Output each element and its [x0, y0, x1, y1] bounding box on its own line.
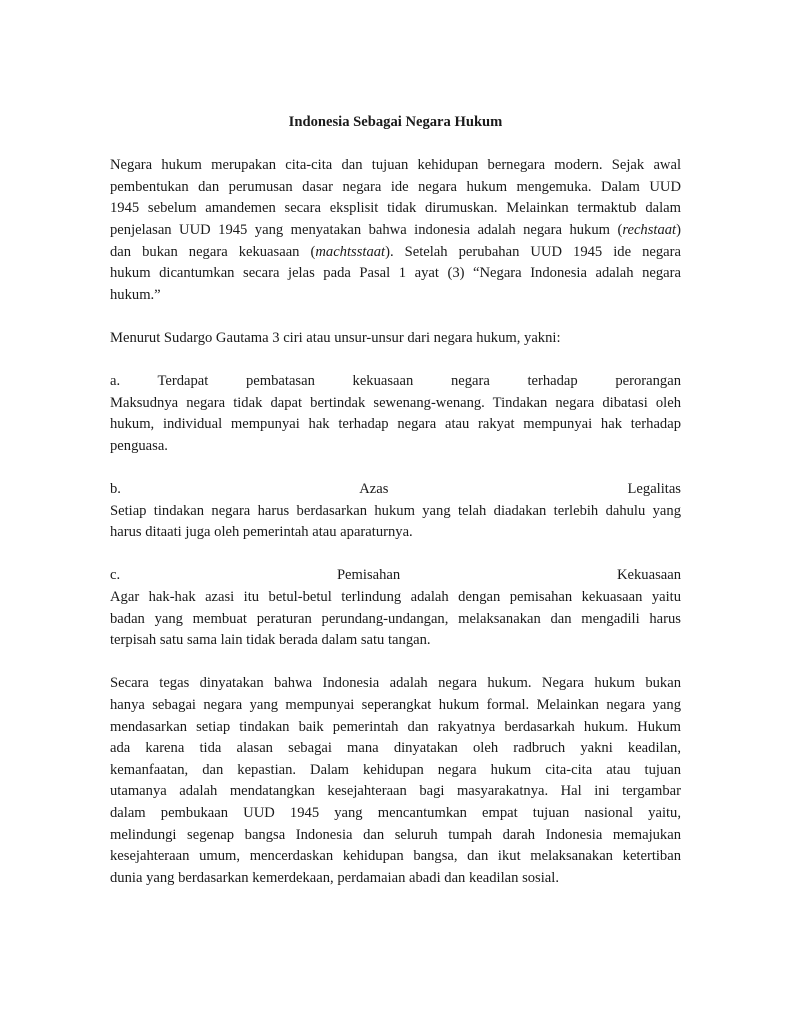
text-line: hukum dicantumkan secara jelas pada Pasal 1 ayat (3) “Negara Indonesia adalah negara [110, 265, 681, 282]
text-line: ada karena tida alasan sebagai mana dinyatakan oleh radbruch yakni keadilan, [110, 740, 681, 757]
text-line [110, 220, 681, 242]
text-run: dan bukan negara kekuasaan ( [110, 243, 316, 260]
text-line: Menurut Sudargo Gautama 3 ciri atau unsur-unsur dari negara hukum, yakni: [110, 329, 561, 346]
text-line: c. Pemisahan Kekuasaan [110, 567, 681, 584]
text-line: harus ditaati juga oleh pemerintah atau aparaturnya. [110, 524, 413, 541]
paragraph-gap [110, 652, 681, 674]
text-line: dunia yang berdasarkan kemerdekaan, perdamaian abadi dan keadilan sosial. [110, 869, 559, 886]
paragraph [110, 371, 681, 457]
paragraph [110, 565, 681, 651]
text-line: Negara hukum merupakan cita-cita dan tujuan kehidupan bernegara modern. Sejak awal [110, 157, 681, 174]
paragraph [110, 673, 681, 889]
text-line: 1945 sebelum amandemen secara eksplisit tidak dirumuskan. Melainkan termaktub dalam [110, 200, 681, 217]
text-line: utamanya adalah mendatangkan kesejahteraan bagi masyarakatnya. Hal ini tergambar [110, 783, 681, 800]
text-line: terpisah satu sama lain tidak berada dalam satu tangan. [110, 632, 431, 649]
paragraph-gap [110, 458, 681, 480]
paragraph [110, 328, 681, 350]
text-line: a. Terdapat pembatasan kekuasaan negara terhadap perorangan [110, 373, 681, 390]
text-line: melindungi segenap bangsa Indonesia dan seluruh tumpah darah Indonesia memajukan [110, 826, 681, 843]
italic-term: rechstaat [622, 221, 677, 238]
text-line: pembentukan dan perumusan dasar negara ide negara hukum mengemuka. Dalam UUD [110, 178, 681, 195]
italic-term: machtsstaat [315, 243, 386, 260]
text-line: kesejahteraan umum, mencerdaskan kehidupan bangsa, dan ikut melaksanakan ketertiban [110, 848, 681, 865]
text-line: penguasa. [110, 437, 168, 454]
paragraph-gap [110, 306, 681, 328]
text-line: hukum.” [110, 286, 161, 303]
paragraph [110, 155, 681, 306]
paragraph-gap [110, 350, 681, 372]
text-line: Maksudnya negara tidak dapat bertindak sewenang-wenang. Tindakan negara dibatasi oleh [110, 394, 681, 411]
text-run: ). Setelah perubahan UUD 1945 ide negara [385, 243, 681, 260]
paragraph [110, 479, 681, 544]
spacer [110, 134, 681, 156]
document-body [110, 155, 681, 889]
paragraph-gap [110, 544, 681, 566]
text-line: Setiap tindakan negara harus berdasarkan hukum yang telah diadakan terlebih dahulu yang [110, 502, 681, 519]
text-line: badan yang membuat peraturan perundang-undangan, melaksanakan dan mengadili harus [110, 610, 681, 627]
text-run: ) [676, 221, 681, 238]
text-line: b. Azas Legalitas [110, 481, 681, 498]
text-line: dalam pembukaan UUD 1945 yang mencantumkan empat tujuan nasional yaitu, [110, 805, 681, 821]
text-line: Secara tegas dinyatakan bahwa Indonesia adalah negara hukum. Negara hukum bukan [110, 675, 681, 692]
text-line: kemanfaatan, dan kepastian. Dalam kehidupan negara hukum cita-cita atau tujuan [110, 761, 681, 778]
document-page [110, 112, 681, 889]
text-run: penjelasan UUD 1945 yang menyatakan bahwa indonesia adalah negara hukum ( [110, 221, 623, 238]
text-line: hanya sebagai negara yang mempunyai seperangkat hukum formal. Melainkan negara yang [110, 697, 681, 714]
document-title: Indonesia Sebagai Negara Hukum [288, 114, 503, 130]
text-line: hukum, individual mempunyai hak terhadap negara atau rakyat mempunyai hak terhadap [110, 416, 681, 433]
text-line: mendasarkan setiap tindakan baik pemerintah dan rakyatnya berdasarkah hukum. Hukum [110, 718, 681, 735]
text-line [110, 242, 681, 264]
text-line: Agar hak-hak azasi itu betul-betul terlindung adalah dengan pemisahan kekuasaan yaitu [110, 589, 681, 606]
